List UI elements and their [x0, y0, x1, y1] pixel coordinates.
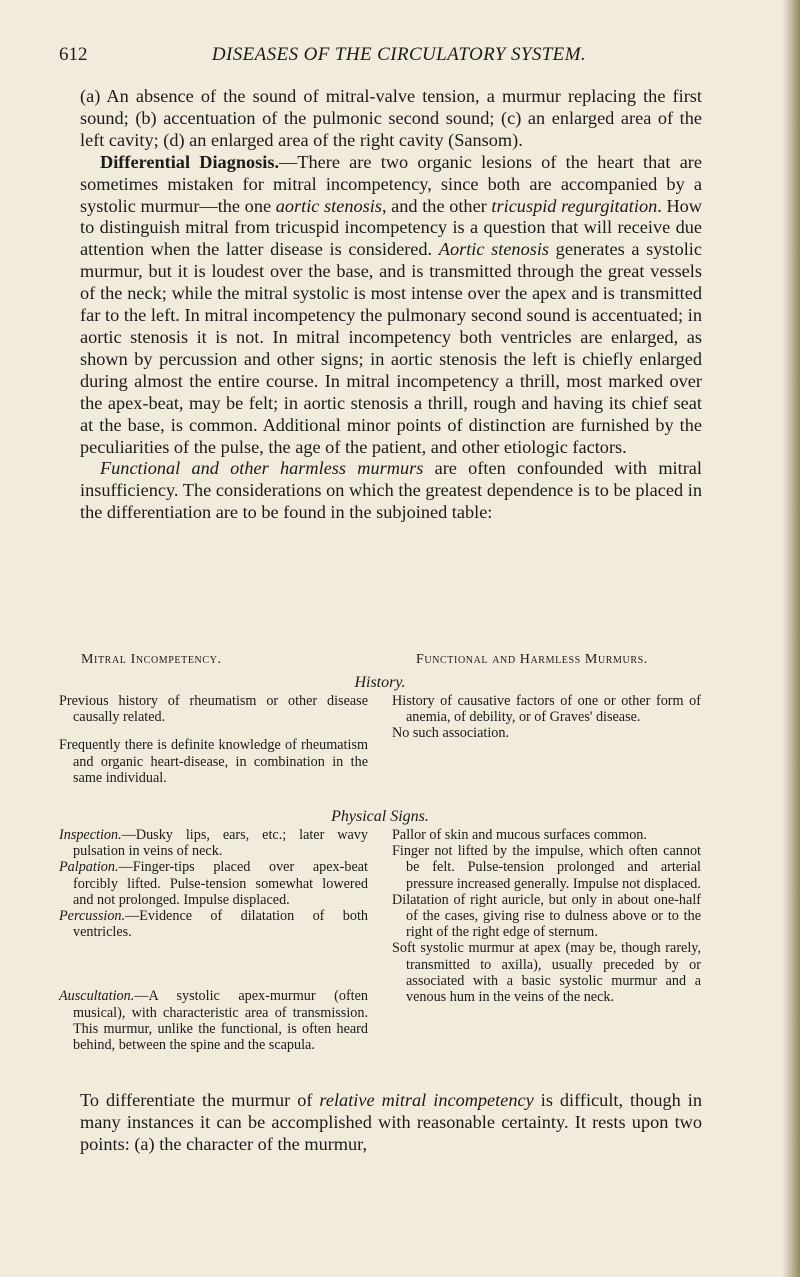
paragraph-differential-diagnosis: Differential Diagnosis.—There are two organic lesions of the heart that are sometimes mistaken for mitral incompetency, since both are accompanied by a systolic murmur—the one aortic stenosis, and the other tricuspid regurgitation. How to distinguish mitral from tricuspid incompetency is a question that will receive due attention when the latter disease is considered. Aortic stenosis generates a systolic murmur, but it is loudest over the base, and is transmitted through the great vessels of the neck; while the mitral systolic is most intense over the apex and is transmitted far to the left. In mitral incompetency the pulmonary second sound is accentuated; in aortic stenosis it is not. In mitral incompetency both ventricles are enlarged, as shown by percussion and other signs; in aortic stenosis the left is chiefly enlarged during almost the entire course. In mitral incompetency a thrill, most marked over the apex-beat, may be felt; in aortic stenosis a thrill, rough and having its chief seat at the base, is common. Additional minor points of distinction are furnished by the peculiarities of the pulse, the age of the patient, and other etiologic factors. [80, 151, 703, 457]
paragraph-functional-murmurs: Functional and other harmless murmurs are often confounded with mitral insufficiency. The considerations on which the greatest dependence is to be placed in the differentiation are to be found in the subjoined table: [80, 458, 702, 523]
inspection-left: Inspection.—Dusky lips, ears, etc.; later wavy pulsation in veins of neck. [59, 827, 368, 860]
body-text [80, 86, 702, 524]
signs-right-cell [392, 827, 701, 1053]
percussion-left: Percussion.—Evidence of dilatation of both ventricles. [59, 908, 368, 941]
signs-left-cell [59, 827, 368, 1053]
auscultation-right: Soft systolic murmur at apex (may be, though rarely, transmitted to axilla), usually preceded by or associated with a basic systolic murmur and a venous hum in the veins of the neck. [392, 940, 701, 1006]
paragraph-signs: (a) An absence of the sound of mitral-valve tension, a murmur replacing the first sound; (b) accentuation of the pulmonic second sound; (c) an enlarged area of the left cavity; (d) an enlarged area of the right cavity (Sansom). [80, 86, 702, 150]
section-title-history: History. [354, 674, 406, 691]
table-column-headers [59, 652, 701, 670]
closing-paragraph [80, 1090, 702, 1156]
column-header-mitral: Mitral Incompetency. [81, 652, 222, 667]
comparison-table [59, 652, 701, 1053]
section-title-physical-signs: Physical Signs. [331, 808, 429, 826]
auscultation-left: Auscultation.—A systolic apex-murmur (often musical), with characteristic area of transmission. This murmur, unlike the functional, is often heard behind, between the spine and the scapula. [59, 988, 368, 1054]
history-left-1: Previous history of rheumatism or other disease causally related. [59, 693, 368, 726]
percussion-right: Dilatation of right auricle, but only in about one-half of the cases, giving rise to dulness above or to the right of the right edge of sternum. [392, 891, 701, 941]
differential-diagnosis-heading: Differential Diagnosis. [100, 151, 280, 172]
history-right-cell [392, 693, 701, 786]
page-number: 612 [59, 44, 88, 65]
column-header-functional: Functional and Harmless Murmurs. [416, 652, 648, 667]
palpation-left: Palpation.—Finger-tips placed over apex-beat forcibly lifted. Pulse-tension somewhat lowered and not prolonged. Impulse displaced. [59, 859, 368, 908]
history-right-1: History of causative factors of one or other form of anemia, of debility, or of Graves' disease. [392, 693, 701, 726]
history-left-2: Frequently there is definite knowledge of rheumatism and organic heart-disease, in combination in the same individual. [59, 737, 368, 786]
page-edge-shadow [782, 0, 800, 1277]
running-head: DISEASES OF THE CIRCULATORY SYSTEM. [211, 44, 587, 65]
history-right-2: No such association. [392, 725, 510, 742]
palpation-right: Finger not lifted by the impulse, which often cannot be felt. Pulse-tension prolonged and arterial pressure increased generally. Impulse not displaced. [392, 843, 701, 892]
inspection-right: Pallor of skin and mucous surfaces common. [392, 827, 647, 844]
history-left-cell [59, 693, 368, 786]
table-row [59, 827, 701, 1053]
table-row [59, 693, 701, 786]
page-header [59, 44, 699, 70]
paragraph-relative-incompetency: To differentiate the murmur of relative mitral incompetency is difficult, though in many instances it can be accomplished with reasonable certainty. It rests upon two points: (a) the character of the murmur, [80, 1090, 703, 1154]
